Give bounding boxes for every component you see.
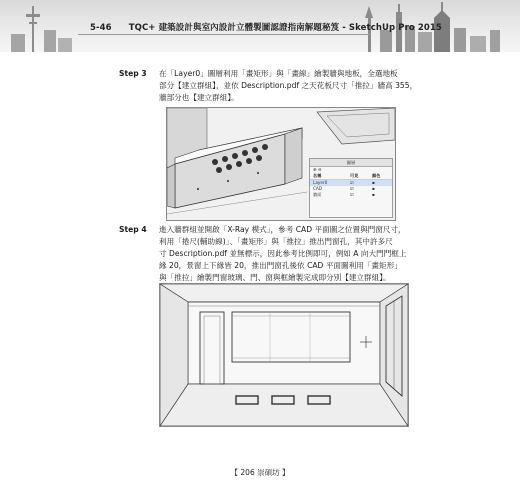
step-4-line-3: 寸 Description.pdf 並無標示，因此參考比例即可，例如 A 向大門門框上 (159, 249, 407, 258)
visible-checkbox[interactable]: ☑ (350, 180, 354, 185)
layer-name: CAD (313, 186, 323, 191)
running-header (90, 21, 442, 33)
layer-name: 牆面 (313, 192, 322, 197)
layer-color-swatch[interactable]: ▪ (372, 180, 375, 185)
step-4-line-4: 緣 20，景窗上下緣皆 20，推出門窗孔後依 CAD 平面圖利用「畫矩形」 (159, 261, 402, 270)
step-4 (119, 224, 419, 286)
interior-xray-drawing (160, 284, 408, 426)
layer-color-swatch[interactable]: ▪ (372, 186, 375, 191)
layer-row[interactable] (310, 192, 392, 198)
layers-header-row (310, 173, 392, 180)
step-3-line-2: 部分【建立群組】，並依 Description.pdf 之天花板尺寸「推拉」牆高 355， (159, 81, 418, 90)
col-visible: 可見 (350, 173, 359, 178)
xray-interior-screenshot (159, 283, 409, 427)
layer-color-swatch[interactable]: ▪ (372, 192, 375, 197)
book-title: TQC+ 建築設計與室內設計立體製圖認證指南解題秘笈 - SketchUp Pro 2015 (128, 23, 442, 33)
step-4-line-2: 利用「捲尺(輔助線)」、「畫矩形」與「推拉」推出門窗孔，其中許多尺 (159, 237, 393, 246)
sketchup-walls-screenshot (166, 107, 396, 221)
step-3-line-3: 牆部分也【建立群組】。 (159, 93, 239, 102)
step-3-line-1: 在「Layer0」圖層利用「畫矩形」與「畫線」繪製牆與地板，全選地板 (159, 69, 398, 78)
layers-toolbar: ⊕ ⊖ (313, 167, 322, 172)
visible-checkbox[interactable]: ☑ (350, 192, 354, 197)
step-4-line-1: 進入牆群組並開啟「X-Ray 模式」，參考 CAD 平面圖之位置與門窗尺寸， (159, 225, 406, 234)
col-color: 顏色 (372, 173, 381, 178)
step-3 (119, 68, 419, 108)
page-number: 5-46 (90, 23, 112, 33)
layer-name: Layer0 (313, 180, 328, 185)
layers-panel[interactable] (309, 158, 393, 218)
layers-panel-title: 圖層 (310, 159, 392, 167)
header-rule (78, 34, 370, 35)
visible-checkbox[interactable]: ☑ (350, 186, 354, 191)
step-3-label: Step 3 (119, 69, 147, 78)
page-header (0, 0, 520, 52)
step-4-label: Step 4 (119, 225, 147, 234)
page-footer: 【 206 崇碩坊 】 (230, 468, 290, 477)
col-name: 名稱 (313, 173, 322, 178)
step-4-line-5: 與「推拉」繪製門窗玻璃、門、窗與框繪製完成即分別【建立群組】。 (159, 273, 391, 282)
